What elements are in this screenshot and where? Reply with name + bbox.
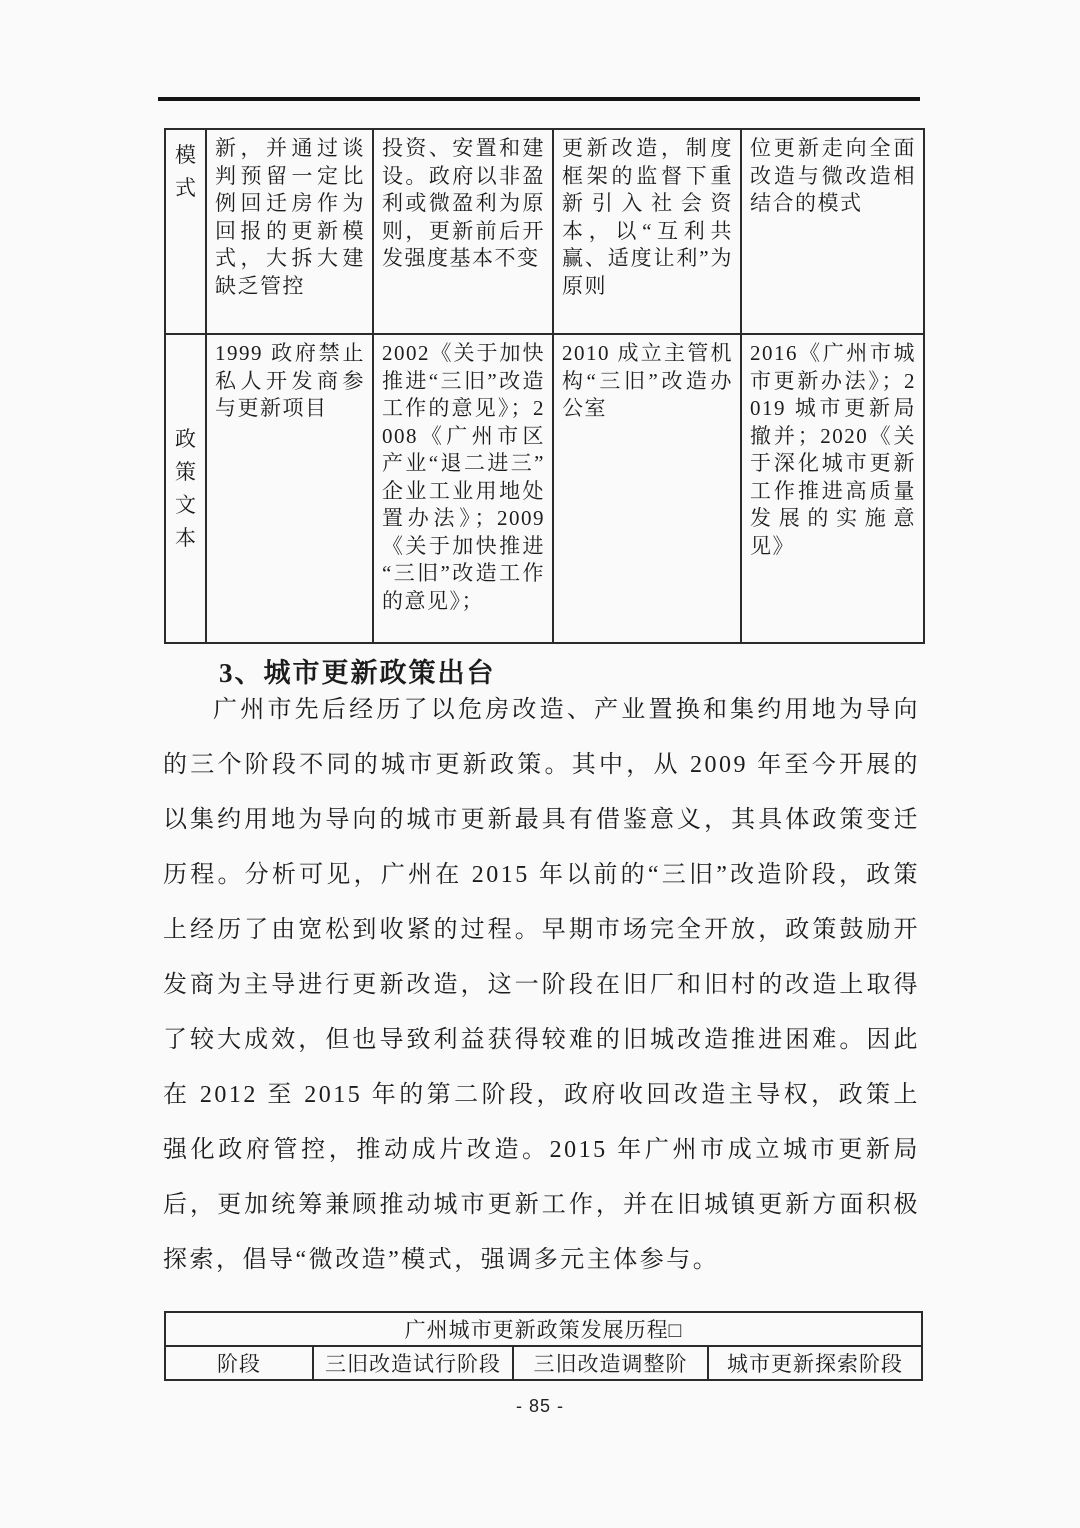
- history-table-header-row: [165, 1346, 922, 1380]
- header-cell-trial: 三旧改造试行阶段: [313, 1346, 513, 1380]
- row-label-mode: 模式: [165, 129, 206, 334]
- header-cell-explore: 城市更新探索阶段: [708, 1346, 922, 1380]
- table-cell: 新，并通过谈判预留一定比例回迁房作为回报的更新模式，大拆大建缺乏管控: [206, 129, 373, 334]
- table-cell: 1999 政府禁止私人开发商参与更新项目: [206, 334, 373, 643]
- history-table-title: 广州城市更新政策发展历程□: [165, 1312, 922, 1346]
- table-cell: 2016《广州市城市更新办法》；2019 城市更新局撤并；2020《关于深化城市更新工作推进高质量发展的实施意见》: [741, 334, 924, 643]
- header-cell-adjust: 三旧改造调整阶: [513, 1346, 708, 1380]
- table-cell: 投资、安置和建设。政府以非盈利或微盈利为原则，更新前后开发强度基本不变: [373, 129, 553, 334]
- header-rule: [158, 97, 920, 101]
- table-cell: 2010 成立主管机构“三旧”改造办公室: [553, 334, 741, 643]
- policy-comparison-table: [164, 128, 925, 644]
- table-cell: 更新改造，制度框架的监督下重新引入社会资本，以“互利共赢、适度让利”为原则: [553, 129, 741, 334]
- body-paragraph: 广州市先后经历了以危房改造、产业置换和集约用地为导向的三个阶段不同的城市更新政策。其中，从 2009 年至今开展的以集约用地为导向的城市更新最具有借鉴意义，其具体政策变迁历程。分析可见，广州在 2015 年以前的“三旧”改造阶段，政策上经历了由宽松到收紧的过程。早期市场完全开放，政策鼓励开发商为主导进行更新改造，这一阶段在旧厂和旧村的改造上取得了较大成效，但也导致利益获得较难的旧城改造推进困难。因此在 2012 至 2015 年的第二阶段，政府收回改造主导权，政策上强化政府管控，推动成片改造。2015 年广州市成立城市更新局后，更加统筹兼顾推动城市更新工作，并在旧城镇更新方面积极探索，倡导“微改造”模式，强调多元主体参与。: [163, 697, 920, 1273]
- table-row-policy-text: [165, 334, 924, 643]
- row-label-policy-text: 政策文本: [165, 334, 206, 643]
- section-heading: 3、城市更新政策出台: [219, 658, 496, 688]
- table-cell: 2002《关于加快推进“三旧”改造工作的意见》；2008《广州市区产业“退二进三”企业工业用地处置办法》；2009《关于加快推进“三旧”改造工作的意见》；: [373, 334, 553, 643]
- page-number: - 85 -: [515, 1396, 564, 1416]
- table-row-mode: [165, 129, 924, 334]
- history-table: [164, 1311, 923, 1381]
- history-table-title-row: [165, 1312, 922, 1346]
- header-cell-stage: 阶段: [165, 1346, 313, 1380]
- table-cell: 位更新走向全面改造与微改造相结合的模式: [741, 129, 924, 334]
